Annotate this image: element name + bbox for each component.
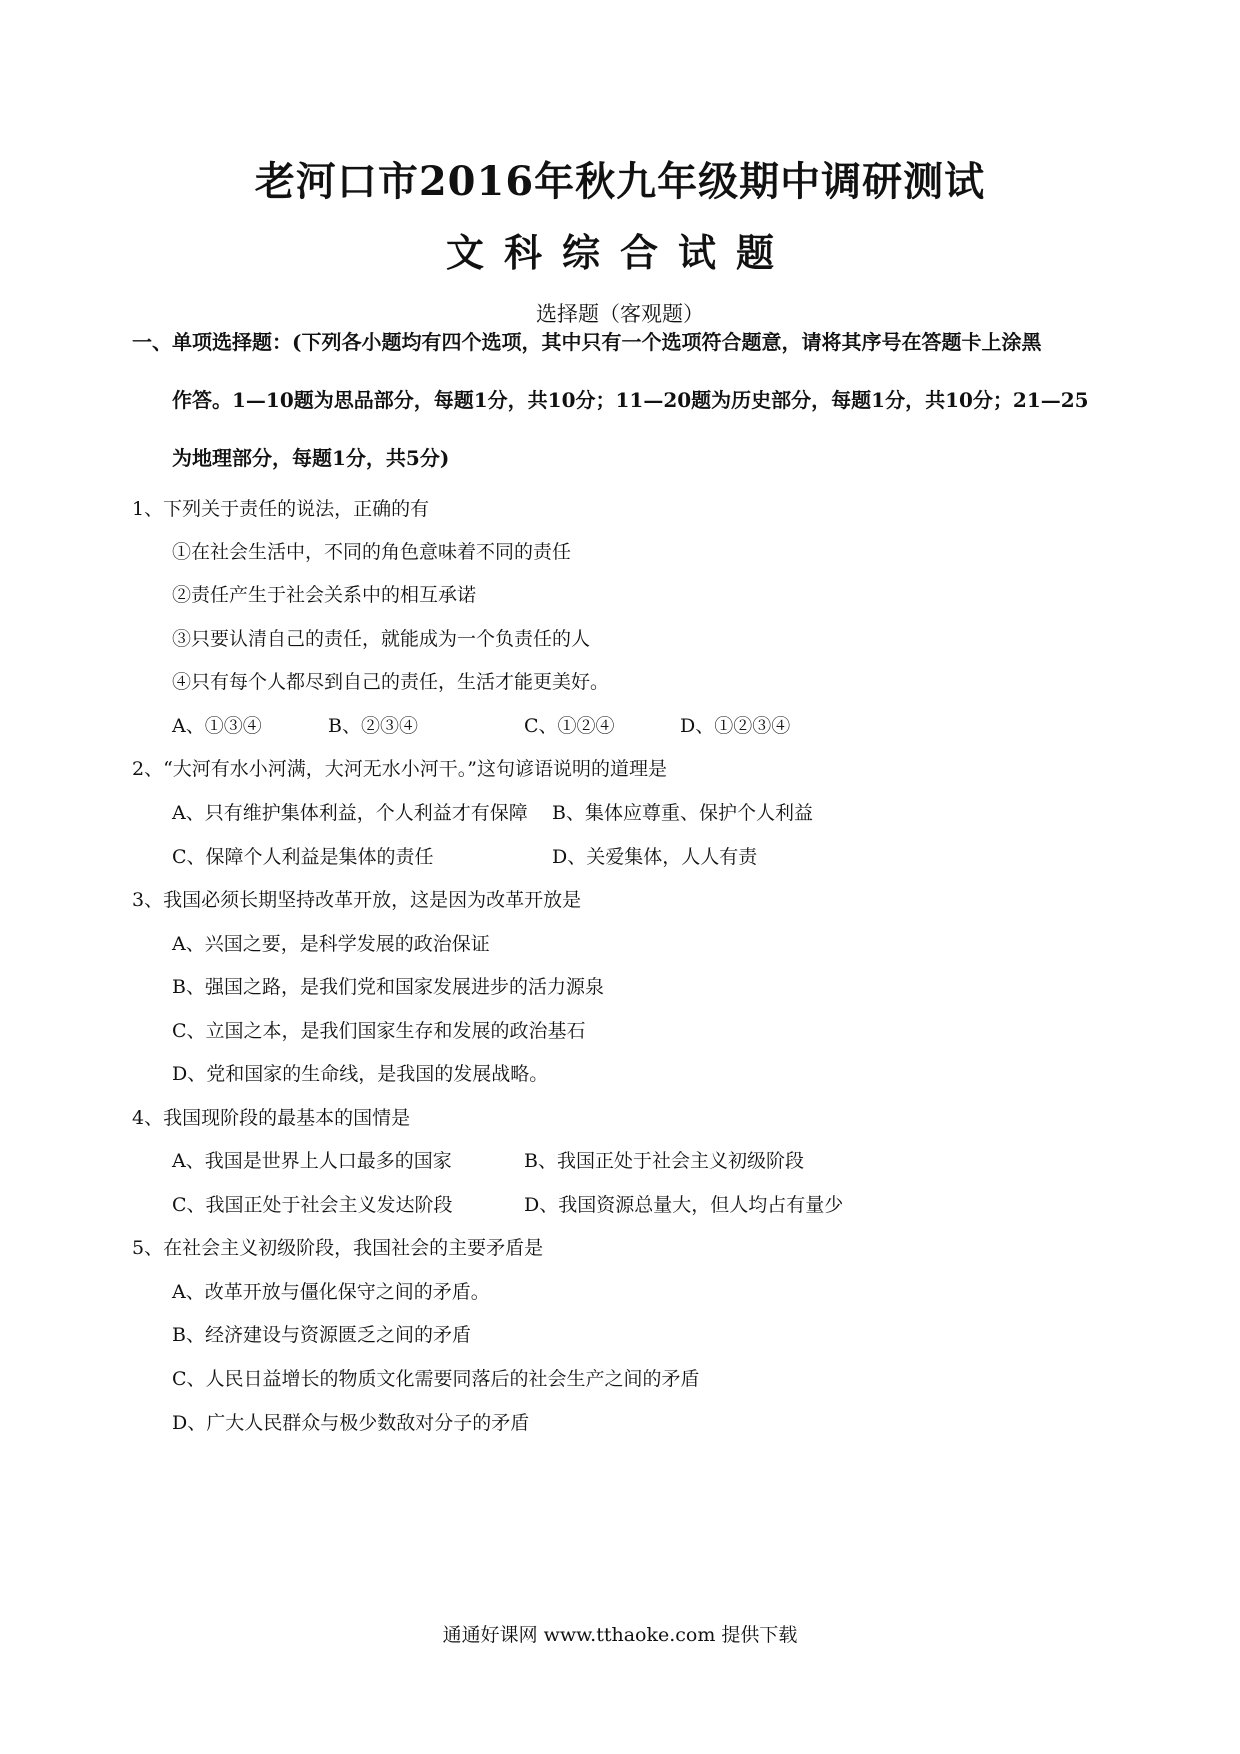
question-1-option-c: C、①②④ xyxy=(524,715,615,737)
question-1-statement-3: ③只要认清自己的责任，就能成为一个负责任的人 xyxy=(172,628,591,650)
question-4-option-a: A、我国是世界上人口最多的国家 xyxy=(172,1150,452,1172)
question-1-stem: 1、下列关于责任的说法，正确的有 xyxy=(132,498,430,520)
question-1-option-d: D、①②③④ xyxy=(680,715,791,737)
footer-source: 通通好课网 www.tthaoke.com 提供下载 xyxy=(442,1624,798,1646)
question-4-stem: 4、我国现阶段的最基本的国情是 xyxy=(132,1107,411,1129)
question-1-option-a: A、①③④ xyxy=(172,715,262,737)
exam-title: 老河口市2016年秋九年级期中调研测试 xyxy=(254,158,986,205)
question-4-option-c: C、我国正处于社会主义发达阶段 xyxy=(172,1194,453,1216)
question-1-option-b: B、②③④ xyxy=(328,715,418,737)
question-5-option-d: D、广大人民群众与极少数敌对分子的矛盾 xyxy=(172,1412,530,1434)
question-2-option-d: D、关爱集体，人人有责 xyxy=(552,846,758,868)
instructions-line-3: 为地理部分，每题1分，共5分) xyxy=(172,446,450,470)
question-4-option-d: D、我国资源总量大，但人均占有量少 xyxy=(524,1194,844,1216)
question-3-option-c: C、立国之本，是我们国家生存和发展的政治基石 xyxy=(172,1020,586,1042)
question-4-option-b: B、我国正处于社会主义初级阶段 xyxy=(524,1150,804,1172)
question-5-stem: 5、在社会主义初级阶段，我国社会的主要矛盾是 xyxy=(132,1237,544,1259)
question-2-option-b: B、集体应尊重、保护个人利益 xyxy=(552,802,813,824)
question-1-statement-2: ②责任产生于社会关系中的相互承诺 xyxy=(172,584,477,606)
question-3-option-a: A、兴国之要，是科学发展的政治保证 xyxy=(172,933,490,955)
section-label: 选择题（客观题） xyxy=(536,302,704,326)
instructions-line-2: 作答。1—10题为思品部分，每题1分，共10分；11—20题为历史部分，每题1分，共10分；21—25 xyxy=(172,388,1089,412)
instructions-line-1: 一、单项选择题：(下列各小题均有四个选项，其中只有一个选项符合题意，请将其序号在答题卡上涂黑 xyxy=(132,330,1042,354)
question-3-stem: 3、我国必须长期坚持改革开放，这是因为改革开放是 xyxy=(132,889,582,911)
question-2-stem: 2、“大河有水小河满，大河无水小河干。”这句谚语说明的道理是 xyxy=(132,758,668,780)
question-3-option-b: B、强国之路，是我们党和国家发展进步的活力源泉 xyxy=(172,976,604,998)
exam-subtitle: 文科综合试题 xyxy=(445,230,794,275)
question-3-option-d: D、党和国家的生命线，是我国的发展战略。 xyxy=(172,1063,549,1085)
question-1-statement-4: ④只有每个人都尽到自己的责任，生活才能更美好。 xyxy=(172,671,610,693)
question-2-option-c: C、保障个人利益是集体的责任 xyxy=(172,846,434,868)
question-5-option-a: A、改革开放与僵化保守之间的矛盾。 xyxy=(172,1281,490,1303)
question-1-statement-1: ①在社会生活中，不同的角色意味着不同的责任 xyxy=(172,541,572,563)
question-5-option-c: C、人民日益增长的物质文化需要同落后的社会生产之间的矛盾 xyxy=(172,1368,700,1390)
question-5-option-b: B、经济建设与资源匮乏之间的矛盾 xyxy=(172,1324,471,1346)
question-2-option-a: A、只有维护集体利益，个人利益才有保障 xyxy=(172,802,528,824)
